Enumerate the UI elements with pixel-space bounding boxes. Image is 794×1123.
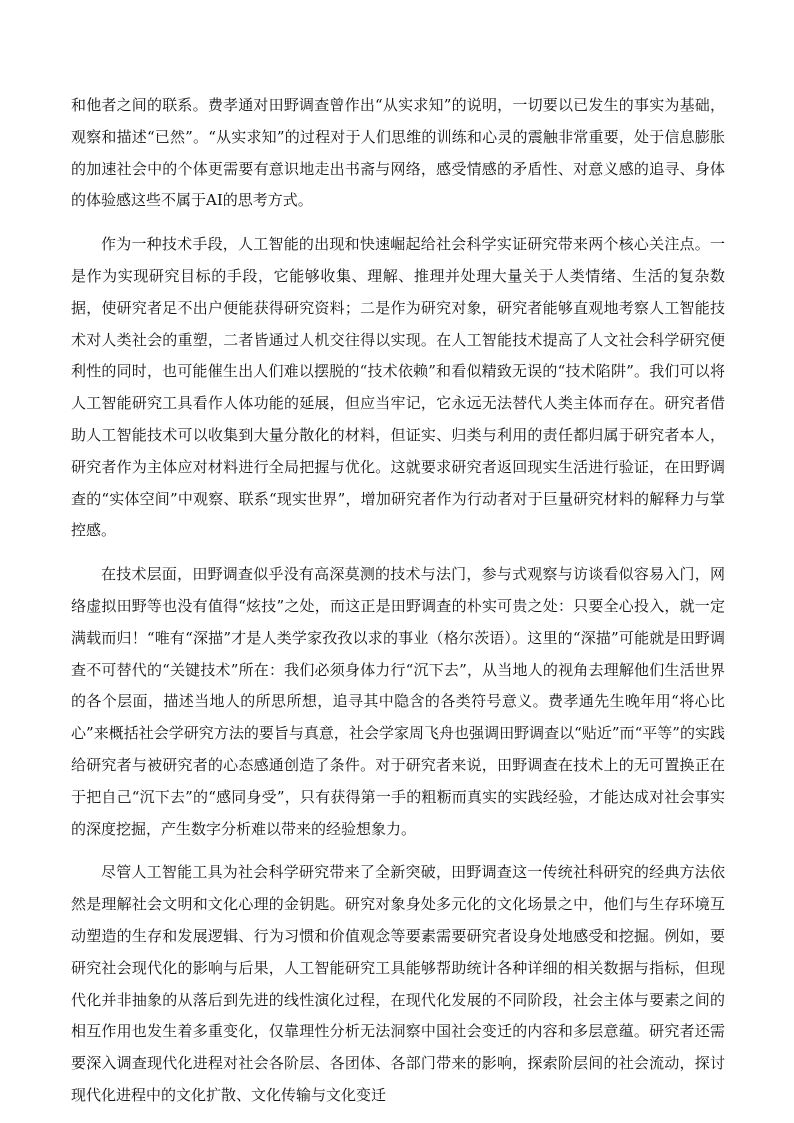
paragraph-2: 作为一种技术手段，人工智能的出现和快速崛起给社会科学实证研究带来两个核心关注点。一是作为实现研究目标的手段，它能够收集、理解、推理并处理大量关于人类情绪、生活的复杂数据，使研究者足不出户便能获得研究资料；二是作为研究对象，研究者能够直观地考察人工智能技术对人类社会的重塑，二者皆通过人机交往得以实现。在人工智能技术提高了人文社会科学研究便利性的同时，也可能催生出人们难以摆脱的“技术依赖”和看似精致无误的“技术陷阱”。我们可以将人工智能研究工具看作人体功能的延展，但应当牢记，它永远无法替代人类主体而存在。研究者借助人工智能技术可以收集到大量分散化的材料，但证实、归类与利用的责任都归属于研究者本人，研究者作为主体应对材料进行全局把握与优化。这就要求研究者返回现实生活进行验证，在田野调查的“实体空间”中观察、联系“现实世界”，增加研究者作为行动者对于巨量研究材料的解释力与掌控感。 [71,235,725,540]
document-body [71,90,725,1112]
paragraph-3: 在技术层面，田野调查似乎没有高深莫测的技术与法门，参与式观察与访谈看似容易入门，网络虚拟田野等也没有值得“炫技”之处，而这正是田野调查的朴实可贵之处：只要全心投入，就一定满载而归！“唯有“深描”才是人类学家孜孜以求的事业（格尔茨语）。这里的“深描”可能就是田野调查不可替代的“关键技术”所在：我们必须身体力行“沉下去”，从当地人的视角去理解他们生活世界的各个层面，描述当地人的所思所想，追寻其中隐含的各类符号意义。费孝通先生晚年用“将心比心”来概括社会学研究方法的要旨与真意，社会学家周飞舟也强调田野调查以“贴近”而“平等”的实践给研究者与被研究者的心态感通创造了条件。对于研究者来说，田野调查在技术上的无可置换正在于把自己“沉下去”的“感同身受”，只有获得第一手的粗粝而真实的实践经验，才能达成对社会事实的深度挖掘，产生数字分析难以带来的经验想象力。 [71,565,725,838]
paragraph-4: 尽管人工智能工具为社会科学研究带来了全新突破，田野调查这一传统社科研究的经典方法依然是理解社会文明和文化心理的金钥匙。研究对象身处多元化的文化场景之中，他们与生存环境互动塑造的生存和发展逻辑、行为习惯和价值观念等要素需要研究者设身处地感受和挖掘。例如，要研究社会现代化的影响与后果，人工智能研究工具能够帮助统计各种详细的相关数据与指标，但现代化并非抽象的从落后到先进的线性演化过程，在现代化发展的不同阶段，社会主体与要素之间的相互作用也发生着多重变化，仅靠理性分析无法洞察中国社会变迁的内容和多层意蕴。研究者还需要深入调查现代化进程对社会各阶层、各团体、各部门带来的影响，探索阶层间的社会流动，探讨现代化进程中的文化扩散、文化传输与文化变迁 [71,863,725,1104]
paragraph-1: 和他者之间的联系。费孝通对田野调查曾作出“从实求知”的说明，一切要以已发生的事实为基础，观察和描述“已然”。“从实求知”的过程对于人们思维的训练和心灵的震触非常重要，处于信息膨胀的加速社会中的个体更需要有意识地走出书斋与网络，感受情感的矛盾性、对意义感的追寻、身体的体验感这些不属于AI的思考方式。 [71,96,725,210]
